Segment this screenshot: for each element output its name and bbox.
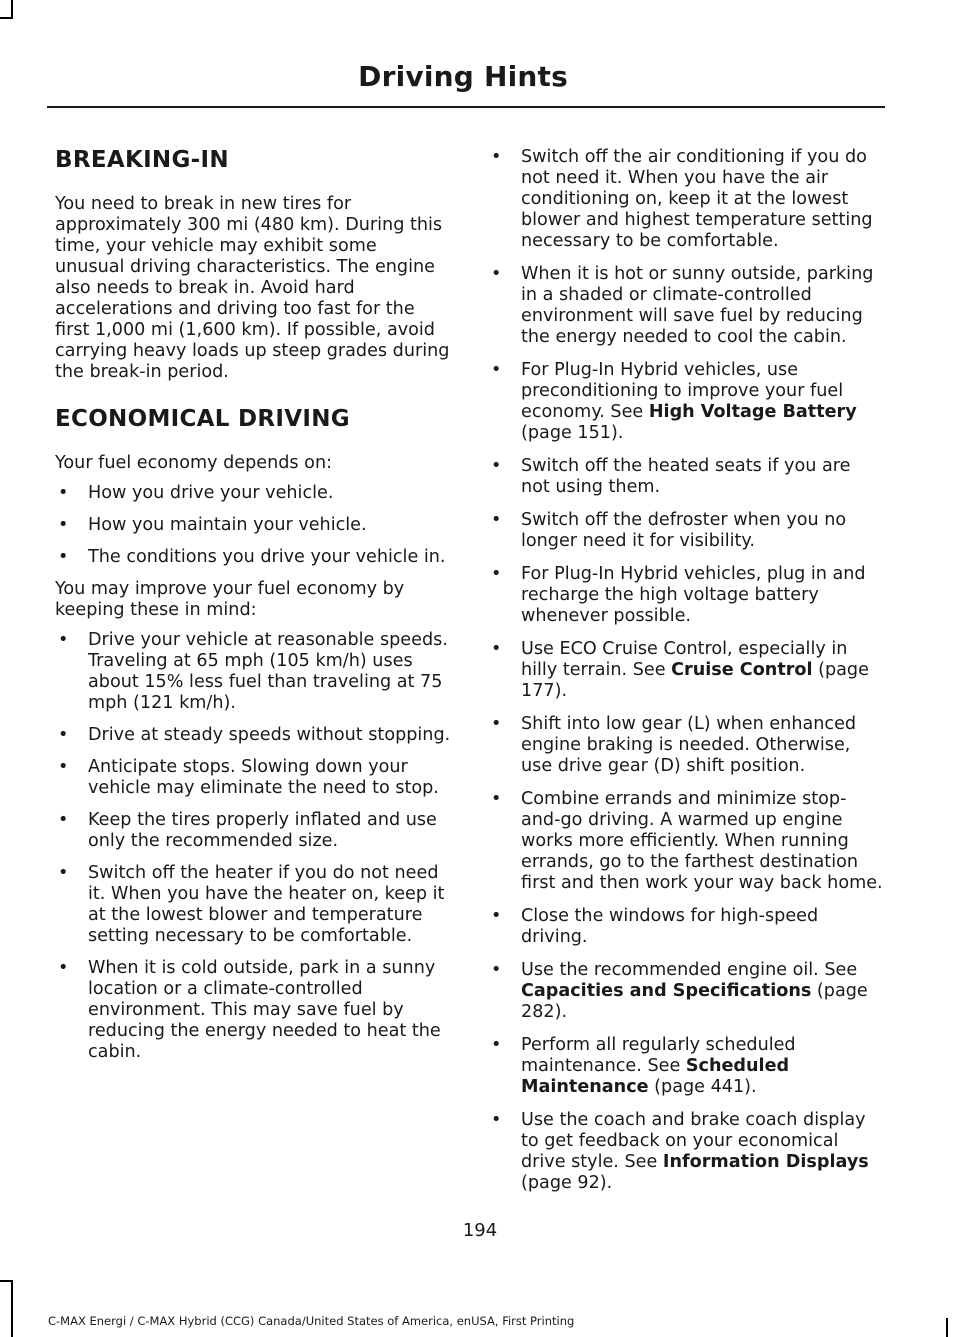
bullet-glyph: •	[491, 1110, 502, 1130]
bullet-glyph: •	[58, 547, 69, 567]
heading-breaking-in: BREAKING-IN	[55, 147, 229, 173]
list-item: • Use the coach and brake coach display to get feedback on your economical drive style. See Information Displays (page 92).	[491, 1110, 869, 1193]
list-economy-tips-continued	[488, 147, 884, 1194]
list-item: • Anticipate stops. Slowing down your vehicle may eliminate the need to stop.	[58, 757, 439, 798]
list-item: • Use the recommended engine oil. See Capacities and Specifications (page 282).	[491, 960, 868, 1022]
bullet-glyph: •	[491, 510, 502, 530]
list-fuel-factors	[55, 483, 451, 568]
left-column	[55, 146, 451, 1074]
page-title: Driving Hints	[358, 60, 568, 93]
bullet-glyph: •	[491, 789, 502, 809]
list-item: • How you maintain your vehicle.	[58, 515, 367, 535]
intro-fuel-economy: Your fuel economy depends on:	[55, 453, 333, 473]
list-item: • Combine errands and minimize stop-and-go driving. A warmed up engine works more efficiently. When running errands, go to the farthest destination first and then work your way back home.	[491, 789, 883, 893]
list-item: • The conditions you drive your vehicle in.	[58, 547, 446, 567]
list-item: • Perform all regularly scheduled maintenance. See Scheduled Maintenance (page 441).	[491, 1035, 796, 1097]
cross-reference-link[interactable]: Scheduled Maintenance	[521, 1056, 790, 1097]
crop-mark-top-left	[11, 0, 13, 18]
cross-reference-link[interactable]: Information Displays	[662, 1152, 869, 1172]
bullet-glyph: •	[491, 1035, 502, 1055]
bullet-glyph: •	[491, 714, 502, 734]
bullet-glyph: •	[491, 456, 502, 476]
bullet-glyph: •	[58, 863, 69, 883]
crop-mark-bottom-right	[946, 1318, 948, 1337]
cross-reference-link[interactable]: Cruise Control	[671, 660, 813, 680]
list-item: • When it is cold outside, park in a sunny location or a climate-controlled environment. This may save fuel by reducing the energy needed to heat the cabin.	[58, 958, 441, 1062]
list-item: • How you drive your vehicle.	[58, 483, 334, 503]
bullet-glyph: •	[491, 360, 502, 380]
crop-mark-top-left-h	[0, 17, 13, 19]
crop-mark-bottom-left-h	[0, 1280, 13, 1282]
list-item: • Drive your vehicle at reasonable speeds. Traveling at 65 mph (105 km/h) uses about 15% less fuel than traveling at 75 mph (121 km/h).	[58, 630, 448, 713]
list-item: • For Plug-In Hybrid vehicles, use preconditioning to improve your fuel economy. See High Voltage Battery (page 151).	[491, 360, 857, 443]
list-item: • Switch off the air conditioning if you do not need it. When you have the air conditioning on, keep it at the lowest blower and highest temperature setting necessary to be comfortable.	[491, 147, 873, 251]
list-item: • Use ECO Cruise Control, especially in hilly terrain. See Cruise Control (page 177).	[491, 639, 869, 701]
page-number: 194	[462, 1220, 498, 1241]
bullet-glyph: •	[491, 639, 502, 659]
bullet-glyph: •	[58, 515, 69, 535]
list-economy-tips	[55, 630, 451, 1063]
bullet-glyph: •	[491, 264, 502, 284]
bullet-glyph: •	[491, 906, 502, 926]
list-item: • Drive at steady speeds without stopping.	[58, 725, 451, 745]
list-item: • When it is hot or sunny outside, parking in a shaded or climate-controlled environment will save fuel by reducing the energy needed to cool the cabin.	[491, 264, 874, 347]
bullet-glyph: •	[491, 960, 502, 980]
publication-footer: C-MAX Energi / C-MAX Hybrid (CCG) Canada/United States of America, enUSA, First Printing	[48, 1314, 575, 1328]
bullet-glyph: •	[58, 757, 69, 777]
heading-economical-driving: ECONOMICAL DRIVING	[55, 406, 350, 432]
right-column	[488, 147, 884, 1206]
list-item: • Keep the tires properly inflated and use only the recommended size.	[58, 810, 437, 851]
paragraph-breaking-in: You need to break in new tires for approximately 300 mi (480 km). During this time, your vehicle may exhibit some unusual driving characteristics. The engine also needs to break in. Avoid hard accelerations and driving too fast for the first 1,000 mi (1,600 km). If possible, avoid carrying heavy loads up steep grades during the break-in period.	[55, 194, 450, 382]
cross-reference-link[interactable]: High Voltage Battery	[648, 402, 857, 422]
list-item: • For Plug-In Hybrid vehicles, plug in and recharge the high voltage battery whenever possible.	[491, 564, 866, 626]
list-item: • Shift into low gear (L) when enhanced engine braking is needed. Otherwise, use drive gear (D) shift position.	[491, 714, 857, 776]
bullet-glyph: •	[58, 725, 69, 745]
list-item: • Switch off the heated seats if you are not using them.	[491, 456, 851, 497]
bullet-glyph: •	[491, 564, 502, 584]
header-divider	[47, 106, 885, 108]
list-item: • Close the windows for high-speed driving.	[491, 906, 819, 947]
bullet-glyph: •	[58, 958, 69, 978]
bullet-glyph: •	[58, 483, 69, 503]
bullet-glyph: •	[58, 810, 69, 830]
list-item: • Switch off the defroster when you no longer need it for visibility.	[491, 510, 847, 551]
crop-mark-bottom-left	[11, 1280, 13, 1337]
cross-reference-link[interactable]: Capacities and Specifications	[521, 981, 812, 1001]
bullet-glyph: •	[491, 147, 502, 167]
intro-improve-economy: You may improve your fuel economy by keeping these in mind:	[55, 579, 405, 620]
bullet-glyph: •	[58, 630, 69, 650]
list-item: • Switch off the heater if you do not need it. When you have the heater on, keep it at the lowest blower and temperature setting necessary to be comfortable.	[58, 863, 445, 946]
